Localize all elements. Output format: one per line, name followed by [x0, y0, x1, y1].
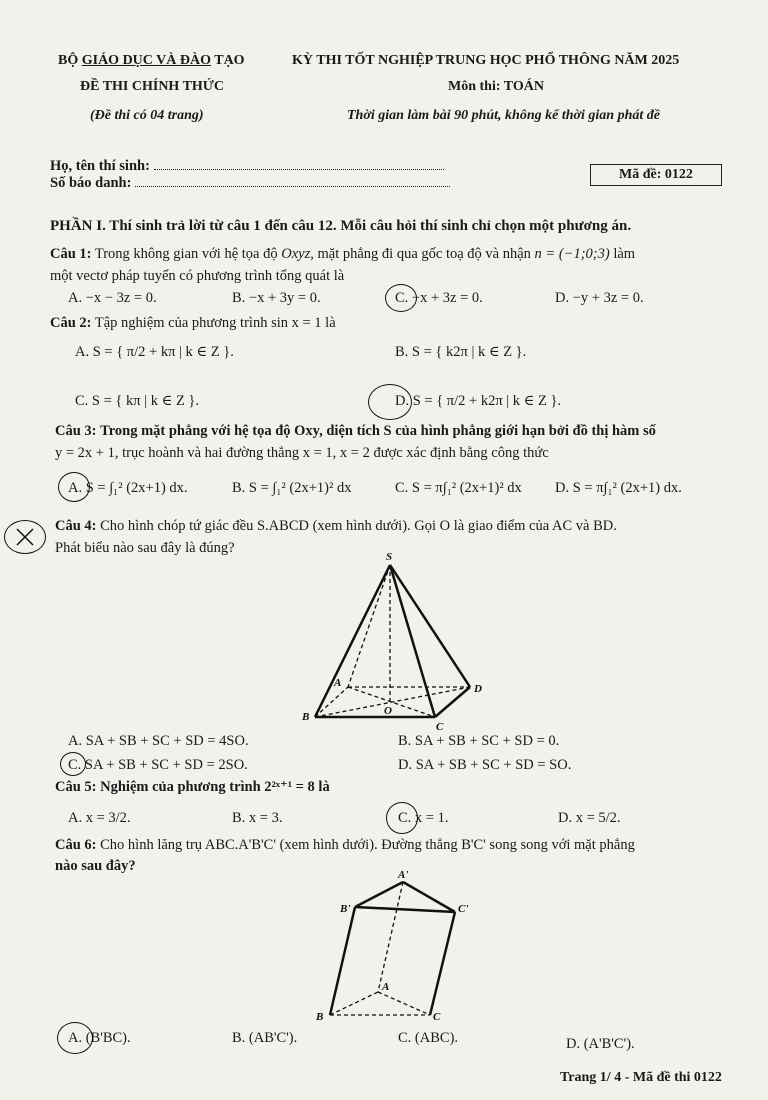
prism-label-c1: C'	[458, 903, 469, 915]
q4-option-c[interactable]: C. SA + SB + SC + SD = 2SO.	[68, 757, 248, 773]
name-field: Họ, tên thí sinh:	[50, 158, 444, 175]
q4-text: Câu 4: Cho hình chóp tứ giác đều S.ABCD (xem hình dưới). Gọi O là giao điểm của AC và BD.	[55, 518, 617, 534]
subject-label: Môn thi: TOÁN	[448, 79, 544, 94]
ministry-name: BỘ GIÁO DỤC VÀ ĐÀO TẠO	[58, 53, 245, 68]
q4-text-line2: Phát biểu nào sau đây là đúng?	[55, 540, 235, 556]
pyramid-label-d: D	[474, 683, 482, 695]
exam-code-box: Mã đề: 0122	[590, 164, 722, 186]
pyramid-label-o: O	[384, 705, 392, 717]
q6-text: Câu 6: Cho hình lăng trụ ABC.A'B'C' (xem hình dưới). Đường thẳng B'C' song song với mặt phẳng	[55, 837, 635, 853]
prism-label-a: A	[382, 981, 390, 993]
q5-text: Câu 5: Nghiệm của phương trình 2²ˣ⁺¹ = 8 là	[55, 779, 330, 795]
q2-option-c[interactable]: C. S = { kπ | k ∈ Z }.	[75, 393, 200, 409]
q5-option-b[interactable]: B. x = 3.	[232, 810, 283, 826]
q5-option-c[interactable]: C. x = 1.	[398, 810, 449, 826]
prism-label-c: C	[433, 1011, 441, 1023]
q6-option-d[interactable]: D. (A'B'C').	[566, 1036, 635, 1052]
q2-option-b[interactable]: B. S = { k2π | k ∈ Z }.	[395, 344, 527, 360]
q6-option-b[interactable]: B. (AB'C').	[232, 1030, 298, 1046]
pages-note: (Đề thi có 04 trang)	[90, 108, 204, 123]
exam-title: KỲ THI TỐT NGHIỆP TRUNG HỌC PHỔ THÔNG NĂM 2025	[292, 53, 680, 68]
q2-option-d[interactable]: D. S = { π/2 + k2π | k ∈ Z }.	[395, 393, 562, 409]
pyramid-label-a: A	[334, 677, 342, 689]
official-label: ĐỀ THI CHÍNH THỨC	[80, 79, 225, 94]
q1-text-line2: một vectơ pháp tuyến có phương trình tổng quát là	[50, 268, 345, 284]
q2-option-a[interactable]: A. S = { π/2 + kπ | k ∈ Z }.	[75, 344, 234, 360]
q3-option-a[interactable]: A. S = ∫₁² (2x+1) dx.	[68, 480, 188, 496]
q5-option-d[interactable]: D. x = 5/2.	[558, 810, 621, 826]
q6-option-c[interactable]: C. (ABC).	[398, 1030, 459, 1046]
prism-label-a1: A'	[398, 869, 409, 881]
time-note: Thời gian làm bài 90 phút, không kể thời gian phát đề	[347, 108, 660, 123]
prism-label-b1: B'	[340, 903, 351, 915]
q1-option-b[interactable]: B. −x + 3y = 0.	[232, 290, 321, 306]
q4-option-b[interactable]: B. SA + SB + SC + SD = 0.	[398, 733, 560, 749]
pyramid-label-s: S	[386, 551, 393, 563]
q4-option-d[interactable]: D. SA + SB + SC + SD = SO.	[398, 757, 572, 773]
q1-option-d[interactable]: D. −y + 3z = 0.	[555, 290, 644, 306]
page-footer: Trang 1/ 4 - Mã đề thi 0122	[560, 1070, 722, 1085]
part1-title: PHẦN I. Thí sinh trả lời từ câu 1 đến câu 12. Mỗi câu hỏi thí sinh chỉ chọn một phương án.	[50, 218, 632, 234]
q3-option-c[interactable]: C. S = π∫₁² (2x+1)² dx	[395, 480, 522, 496]
pyramid-label-c: C	[436, 721, 444, 733]
q6-text-line2: nào sau đây?	[55, 858, 136, 874]
prism-label-b: B	[316, 1011, 324, 1023]
q3-option-b[interactable]: B. S = ∫₁² (2x+1)² dx	[232, 480, 352, 496]
id-field: Số báo danh:	[50, 175, 450, 192]
q2-text: Câu 2: Tập nghiệm của phương trình sin x = 1 là	[50, 315, 336, 331]
pyramid-label-b: B	[302, 711, 310, 723]
q6-option-a[interactable]: A. (B'BC).	[68, 1030, 131, 1046]
q4-option-a[interactable]: A. SA + SB + SC + SD = 4SO.	[68, 733, 249, 749]
q3-option-d[interactable]: D. S = π∫₁² (2x+1) dx.	[555, 480, 682, 496]
q3-text-line2: y = 2x + 1, trục hoành và hai đường thẳng x = 1, x = 2 được xác định bằng công thức	[55, 445, 549, 461]
q1-text: Câu 1: Trong không gian với hệ tọa độ Oxyz, mặt phẳng đi qua gốc toạ độ và nhận n = (−1;0;3) làm	[50, 246, 636, 262]
q3-text: Câu 3: Trong mặt phẳng với hệ tọa độ Oxy, diện tích S của hình phẳng giới hạn bởi đồ thị hàm số	[55, 423, 656, 439]
q1-option-a[interactable]: A. −x − 3z = 0.	[68, 290, 157, 306]
q1-option-c[interactable]: C. −x + 3z = 0.	[395, 290, 483, 306]
q5-option-a[interactable]: A. x = 3/2.	[68, 810, 131, 826]
